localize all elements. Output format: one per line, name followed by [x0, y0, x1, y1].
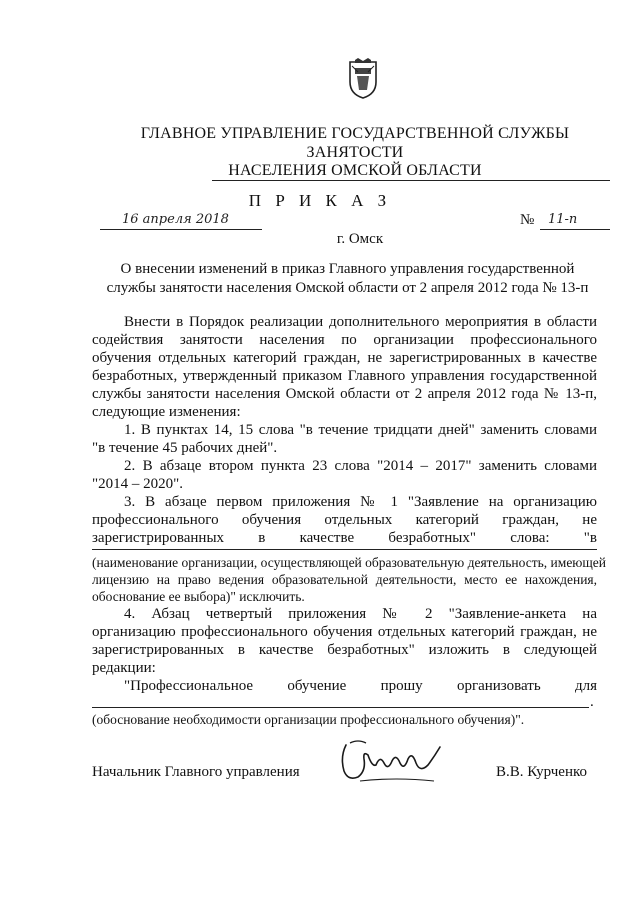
body-line: 2. В абзаце втором пункта 23 слова "2014 – 2017" заменить словами — [124, 458, 597, 474]
body-line: "2014 – 2020". — [92, 476, 183, 492]
order-date: 16 апреля 2018 — [100, 212, 262, 230]
org-name-line-3: НАСЕЛЕНИЯ ОМСКОЙ ОБЛАСТИ — [228, 162, 482, 179]
body-line: зарегистрированных в качестве безработных" изложить в следующей — [92, 642, 597, 658]
body-line: организацию профессионального обучения отдельных категорий граждан, не — [92, 624, 597, 640]
handwritten-signature-icon — [336, 737, 446, 785]
body-line: зарегистрированных в качестве безработных" слова: "в — [92, 530, 597, 546]
order-number-label: № — [520, 212, 535, 228]
org-name-line-1: ГЛАВНОЕ УПРАВЛЕНИЕ ГОСУДАРСТВЕННОЙ СЛУЖБЫ — [140, 125, 570, 142]
body-line: 1. В пунктах 14, 15 слова "в течение тридцати дней" заменить словами — [124, 422, 597, 438]
body-line: 4. Абзац четвертый приложения № 2 "Заявление-анкета на — [124, 606, 597, 622]
body-line: следующие изменения: — [92, 404, 241, 420]
body-line: редакции: — [92, 660, 156, 676]
note-line: (обоснование необходимости организации профессионального обучения)". — [92, 712, 525, 727]
body-line: 3. В абзаце первом приложения № 1 "Заявление на организацию — [124, 494, 597, 510]
subject-line-2: службы занятости населения Омской области от 2 апреля 2012 года № 13-п — [106, 280, 589, 296]
body-line: службы занятости населения Омской области от 2 апреля 2012 года № 13-п, — [92, 386, 597, 402]
blank-fill-line — [92, 549, 597, 550]
blank-fill-line — [92, 707, 589, 708]
body-line: обучения отдельных категорий граждан, не зарегистрированных в качестве — [92, 350, 597, 366]
signatory-position: Начальник Главного управления — [92, 764, 300, 780]
order-number: 11-п — [540, 212, 610, 230]
body-line: содействия занятости населения по организации профессионального — [92, 332, 597, 348]
city: г. Омск — [336, 231, 384, 247]
body-line: "Профессиональное обучение прошу организовать для — [124, 678, 597, 694]
end-dot: . — [590, 694, 594, 710]
body-line: Внести в Порядок реализации дополнительного мероприятия в области — [124, 314, 597, 330]
subject-line-1: О внесении изменений в приказ Главного управления государственной — [120, 261, 575, 277]
org-name-line-2: ЗАНЯТОСТИ — [306, 144, 404, 161]
body-line: "в течение 45 рабочих дней". — [92, 440, 278, 456]
document-type-title: П Р И К А З — [248, 191, 392, 210]
note-line: лицензию на право ведения образовательной деятельности, место ее нахождения, — [92, 572, 597, 587]
body-line: профессионального обучения отдельных категорий граждан, не — [92, 512, 597, 528]
signatory-name: В.В. Курченко — [496, 764, 588, 780]
note-line: (наименование организации, осуществляющей образовательную деятельность, имеющей — [92, 555, 607, 570]
omsk-coat-of-arms-icon — [346, 58, 380, 100]
header-rule — [212, 180, 610, 181]
note-line: обоснование ее выбора)" исключить. — [92, 589, 305, 604]
body-line: безработных, утвержденный приказом Главного управления государственной — [92, 368, 597, 384]
